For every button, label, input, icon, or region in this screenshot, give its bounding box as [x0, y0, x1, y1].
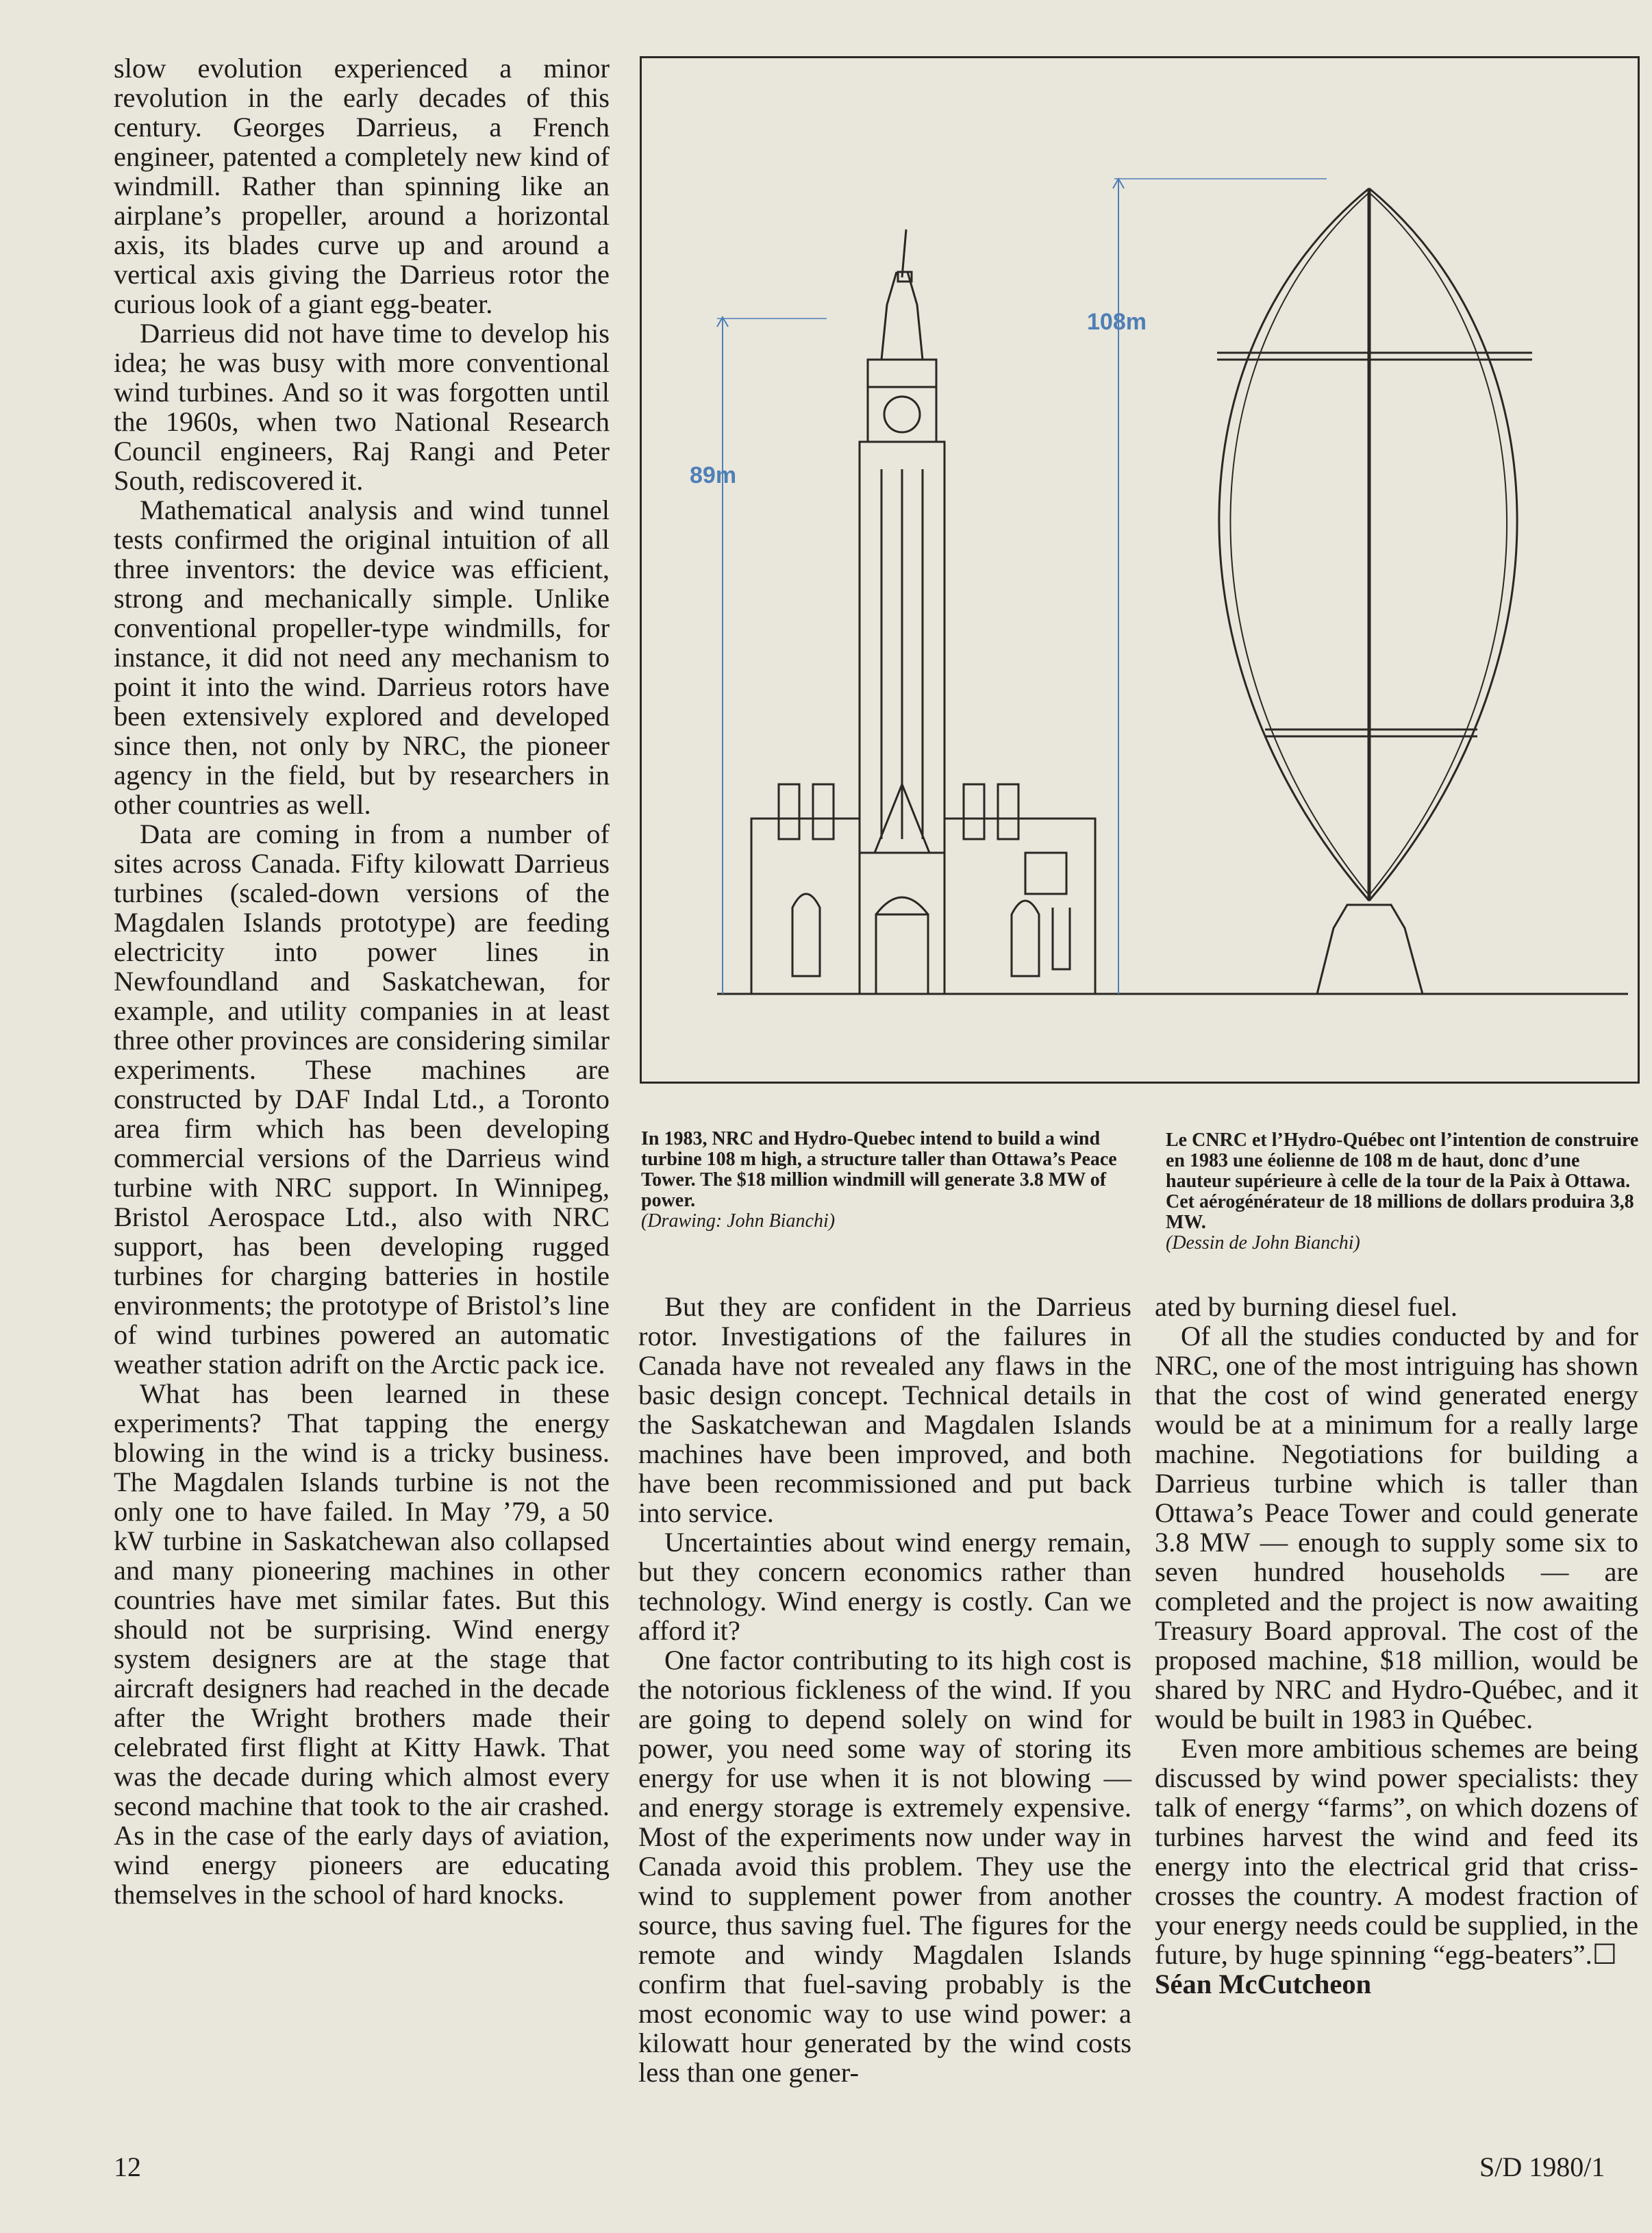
turbine-height-label: 108m — [1087, 309, 1147, 335]
paragraph: Even more ambitious schemes are being discussed by wind power specialists: they talk of energy “farms”, on which dozens of turbines harvest the wind and feed its energy into the electrical grid that criss-crosses the country. A modest fraction of your energy needs could be supplied, in the future, by huge spinning “egg-beaters”.☐ — [1155, 1733, 1638, 1970]
paragraph: slow evolution experienced a minor revolution in the early decades of this century. Georges Darrieus, a French engineer, patented a completely new kind of windmill. Rather than spinning like an airplane’s propeller, around a horizontal axis, its blades curve up and around a vertical axis giving the Darrieus rotor the curious look of a giant egg-beater. — [114, 53, 610, 319]
tower-turbine-drawing — [642, 58, 1638, 1082]
article-column-3 — [1155, 1292, 1638, 1999]
tower-height-label: 89m — [690, 462, 737, 488]
paragraph: But they are confident in the Darrieus rotor. Investigations of the failures in Canada have not revealed any flaws in the basic design concept. Technical details in the Saskatchewan and Magdalen Islands machines have been improved, and both have been recommissioned and put back into service. — [638, 1291, 1131, 1528]
paragraph: ated by burning diesel fuel. — [1155, 1291, 1457, 1322]
paragraph: One factor contributing to its high cost is the notorious fickleness of the wind. If you are going to depend solely on wind for power, you need some way of storing its energy for use when it is not blowing — and energy storage is extremely expensive. Most of the experiments now under way in Canada avoid this problem. They use the wind to supplement power from another source, thus saving fuel. The figures for the remote and windy Magdalen Islands confirm that fuel-saving probably is the most economic way to use wind power: a kilowatt hour generated by the wind costs less than one gener- — [638, 1645, 1131, 2088]
caption-french — [1166, 1130, 1645, 1253]
paragraph: What has been learned in these experiments? That tapping the energy blowing in the wind is a tricky business. The Magdalen Islands turbine is not the only one to have failed. In May ’79, a 50 kW turbine in Saskatchewan also collapsed and many pioneering machines in other countries have met similar fates. But this should not be surprising. Wind energy system designers are at the stage that aircraft designers had reached in the decade after the Wright brothers made their celebrated first flight at Kitty Hawk. That was the decade during which almost every second machine that took to the air crashed. As in the case of the early days of aviation, wind energy pioneers are educating themselves in the school of hard knocks. — [114, 1378, 610, 1910]
paragraph: Mathematical analysis and wind tunnel tests confirmed the original intuition of all three inventors: the device was efficient, strong and mechanically simple. Unlike conventional propeller-type windmills, for instance, it did not need any mechanism to point it into the wind. Darrieus rotors have been extensively explored and developed since then, not only by NRC, the pioneer agency in the field, but by researchers in other countries as well. — [114, 495, 610, 820]
author-byline: Séan McCutcheon — [1155, 1969, 1372, 1999]
issue-label: S/D 1980/1 — [1479, 2151, 1605, 2182]
caption-credit: (Dessin de John Bianchi) — [1166, 1232, 1360, 1253]
paragraph: Data are coming in from a number of sites across Canada. Fifty kilowatt Darrieus turbines (scaled-down versions of the Magdalen Islands prototype) are feeding electricity into power lines in Newfoundland and Saskatchewan, for example, and utility companies in at least three other provinces are considering similar experiments. These machines are constructed by DAF Indal Ltd., a Toronto area firm which has been developing commercial versions of the Darrieus wind turbine with NRC support. In Winnipeg, Bristol Aerospace Ltd., also with NRC support, has been developing rugged turbines for charging batteries in hostile environments; the prototype of Bristol’s line of wind turbines powered an automatic weather station adrift on the Arctic pack ice. — [114, 819, 610, 1380]
figure-box — [640, 56, 1640, 1084]
article-column-1 — [114, 53, 610, 1909]
caption-text: In 1983, NRC and Hydro-Quebec intend to build a wind turbine 108 m high, a structure taller than Ottawa’s Peace Tower. The $18 million windmill will generate 3.8 MW of power. — [641, 1128, 1117, 1211]
caption-credit: (Drawing: John Bianchi) — [641, 1210, 836, 1232]
caption-english — [641, 1129, 1141, 1232]
paragraph: Uncertainties about wind energy remain, but they concern economics rather than technology. Wind energy is costly. Can we afford it? — [638, 1527, 1131, 1646]
page-number: 12 — [114, 2151, 141, 2182]
paragraph: Darrieus did not have time to develop his idea; he was busy with more conventional wind turbines. And so it was forgotten until the 1960s, when two National Research Council engineers, Raj Rangi and Peter South, rediscovered it. — [114, 318, 610, 496]
caption-text: Le CNRC et l’Hydro-Québec ont l’intention de construire en 1983 une éolienne de 108 m de haut, donc d’une hauteur supérieure à celle de la tour de la Paix à Ottawa. Cet aérogénérateur de 18 millions de dollars produira 3,8 MW. — [1166, 1130, 1639, 1233]
article-column-2 — [638, 1292, 1131, 2087]
paragraph: Of all the studies conducted by and for NRC, one of the most intriguing has shown that the cost of wind generated energy would be at a minimum for a really large machine. Negotiations for building a Darrieus turbine which is taller than Ottawa’s Peace Tower and could generate 3.8 MW — enough to supply some six to seven hundred households — are completed and the project is now awaiting Treasury Board approval. The cost of the proposed machine, $18 million, would be shared by NRC and Hydro-Québec, and it would be built in 1983 in Québec. — [1155, 1321, 1638, 1734]
